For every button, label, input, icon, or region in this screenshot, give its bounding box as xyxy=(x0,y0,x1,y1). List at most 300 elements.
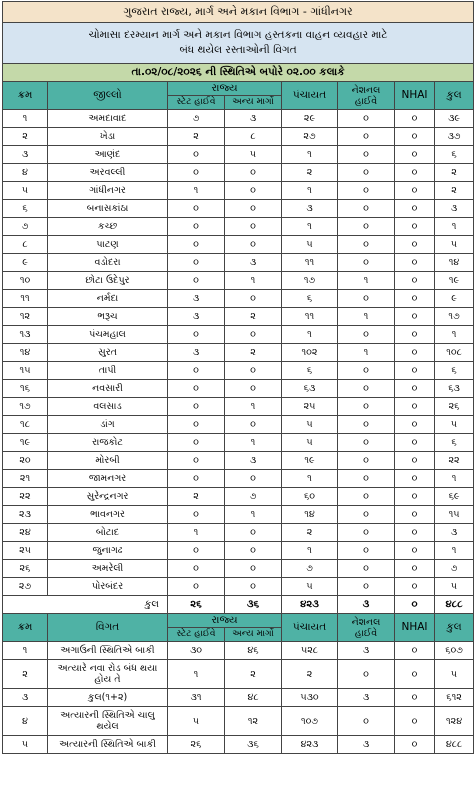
header-national-highway: નેશનલ હાઈવે xyxy=(338,82,395,110)
panchayat-cell: ૬૦ xyxy=(282,488,338,506)
name-cell: અગાઉની સ્થિતિએ બાકી xyxy=(48,642,168,660)
panchayat-cell: ૪૨૩ xyxy=(282,736,338,754)
total-cell: ૧ xyxy=(435,326,474,344)
nhai-cell: ૦ xyxy=(395,110,435,128)
state-highway-cell: ૦ xyxy=(168,236,225,254)
serial-cell: ૪ xyxy=(3,707,48,736)
other-roads-cell: ૩ xyxy=(225,110,282,128)
national-highway-cell: ૦ xyxy=(338,164,395,182)
district-row xyxy=(3,110,474,128)
total-cell: ૬ xyxy=(435,146,474,164)
national-highway-cell: ૦ xyxy=(338,128,395,146)
district-row xyxy=(3,290,474,308)
state-highway-cell: ૩૦ xyxy=(168,642,225,660)
serial-cell: ૧૮ xyxy=(3,416,48,434)
total-cell: ૪૮૮ xyxy=(435,596,474,614)
serial-cell: ૧૪ xyxy=(3,344,48,362)
name-cell: વલસાડ xyxy=(48,398,168,416)
summary-header-serial: ક્રમ xyxy=(3,614,48,642)
total-label: કુલ xyxy=(3,596,168,614)
district-row xyxy=(3,326,474,344)
total-cell: ૧ xyxy=(435,542,474,560)
panchayat-cell: ૨ xyxy=(282,164,338,182)
name-cell: પંચમહાલ xyxy=(48,326,168,344)
national-highway-cell: ૦ xyxy=(338,110,395,128)
district-row xyxy=(3,272,474,290)
state-highway-cell: ૦ xyxy=(168,164,225,182)
national-highway-cell: ૩ xyxy=(338,736,395,754)
panchayat-cell: ૪૨૩ xyxy=(282,596,338,614)
header-district: જીલ્લો xyxy=(48,82,168,110)
serial-cell: ૧ xyxy=(3,642,48,660)
nhai-cell: ૦ xyxy=(395,707,435,736)
panchayat-cell: ૫ xyxy=(282,236,338,254)
total-cell: ૬૦૭ xyxy=(435,642,474,660)
panchayat-cell: ૧ xyxy=(282,146,338,164)
district-row xyxy=(3,542,474,560)
total-cell: ૩ xyxy=(435,200,474,218)
district-row xyxy=(3,200,474,218)
total-row xyxy=(3,596,474,614)
total-cell: ૫ xyxy=(435,660,474,689)
panchayat-cell: ૧૧ xyxy=(282,254,338,272)
road-closure-sheet xyxy=(2,1,473,754)
district-row xyxy=(3,452,474,470)
total-cell: ૫ xyxy=(435,236,474,254)
nhai-cell: ૦ xyxy=(395,290,435,308)
subtitle-row xyxy=(3,23,474,64)
road-closure-table xyxy=(2,1,474,754)
panchayat-cell: ૫ xyxy=(282,578,338,596)
panchayat-cell: ૬ xyxy=(282,362,338,380)
other-roads-cell: ૭ xyxy=(225,488,282,506)
state-highway-cell: ૦ xyxy=(168,380,225,398)
name-cell: અમદાવાદ xyxy=(48,110,168,128)
panchayat-cell: ૧૦૭ xyxy=(282,707,338,736)
state-highway-cell: ૦ xyxy=(168,398,225,416)
other-roads-cell: ૦ xyxy=(225,416,282,434)
summary-row xyxy=(3,660,474,689)
state-highway-cell: ૩ xyxy=(168,344,225,362)
nhai-cell: ૦ xyxy=(395,416,435,434)
total-cell: ૫ xyxy=(435,416,474,434)
panchayat-cell: ૧૯ xyxy=(282,452,338,470)
summary-header-nhai: NHAI xyxy=(395,614,435,642)
serial-cell: ૨૭ xyxy=(3,578,48,596)
district-row xyxy=(3,254,474,272)
district-row xyxy=(3,344,474,362)
panchayat-cell: ૧૪ xyxy=(282,506,338,524)
nhai-cell: ૦ xyxy=(395,524,435,542)
panchayat-cell: ૧૭ xyxy=(282,272,338,290)
summary-header-national-highway: નેશનલ હાઈવે xyxy=(338,614,395,642)
total-cell: ૨ xyxy=(435,164,474,182)
nhai-cell: ૦ xyxy=(395,560,435,578)
national-highway-cell: ૦ xyxy=(338,560,395,578)
nhai-cell: ૦ xyxy=(395,254,435,272)
panchayat-cell: ૧૧ xyxy=(282,308,338,326)
national-highway-cell: ૦ xyxy=(338,707,395,736)
district-row xyxy=(3,236,474,254)
state-highway-cell: ૦ xyxy=(168,506,225,524)
total-cell: ૬ xyxy=(435,434,474,452)
panchayat-cell: ૧ xyxy=(282,470,338,488)
name-cell: વડોદરા xyxy=(48,254,168,272)
state-highway-cell: ૦ xyxy=(168,362,225,380)
serial-cell: ૩ xyxy=(3,146,48,164)
total-cell: ૫ xyxy=(435,578,474,596)
state-highway-cell: ૦ xyxy=(168,200,225,218)
nhai-cell: ૦ xyxy=(395,596,435,614)
total-cell: ૩ xyxy=(435,524,474,542)
other-roads-cell: ૨ xyxy=(225,660,282,689)
other-roads-cell: ૮ xyxy=(225,128,282,146)
other-roads-cell: ૫ xyxy=(225,146,282,164)
state-highway-cell: ૧ xyxy=(168,660,225,689)
nhai-cell: ૦ xyxy=(395,272,435,290)
state-highway-cell: ૩ xyxy=(168,290,225,308)
district-row xyxy=(3,578,474,596)
state-highway-cell: ૨ xyxy=(168,128,225,146)
serial-cell: ૧ xyxy=(3,110,48,128)
other-roads-cell: ૪૮ xyxy=(225,689,282,707)
national-highway-cell: ૦ xyxy=(338,578,395,596)
name-cell: છોટા ઉદેપુર xyxy=(48,272,168,290)
total-cell: ૧૨૪ xyxy=(435,707,474,736)
name-cell: તાપી xyxy=(48,362,168,380)
national-highway-cell: ૧ xyxy=(338,344,395,362)
district-row xyxy=(3,470,474,488)
name-cell: અત્યારની સ્થિતિએ બાકી xyxy=(48,736,168,754)
nhai-cell: ૦ xyxy=(395,128,435,146)
summary-row xyxy=(3,689,474,707)
nhai-cell: ૦ xyxy=(395,362,435,380)
national-highway-cell: ૦ xyxy=(338,326,395,344)
name-cell: કચ્છ xyxy=(48,218,168,236)
name-cell: સુરેન્દ્રનગર xyxy=(48,488,168,506)
panchayat-cell: ૨ xyxy=(282,524,338,542)
panchayat-cell: ૩ xyxy=(282,200,338,218)
serial-cell: ૨૬ xyxy=(3,560,48,578)
nhai-cell: ૦ xyxy=(395,164,435,182)
state-highway-cell: ૦ xyxy=(168,254,225,272)
total-cell: ૨૨ xyxy=(435,452,474,470)
other-roads-cell: ૧૨ xyxy=(225,707,282,736)
panchayat-cell: ૫૩૦ xyxy=(282,689,338,707)
other-roads-cell: ૧ xyxy=(225,434,282,452)
state-highway-cell: ૦ xyxy=(168,578,225,596)
state-highway-cell: ૦ xyxy=(168,218,225,236)
nhai-cell: ૦ xyxy=(395,642,435,660)
national-highway-cell: ૦ xyxy=(338,470,395,488)
name-cell: બોટાદ xyxy=(48,524,168,542)
nhai-cell: ૦ xyxy=(395,326,435,344)
district-row xyxy=(3,488,474,506)
nhai-cell: ૦ xyxy=(395,200,435,218)
national-highway-cell: ૦ xyxy=(338,236,395,254)
name-cell: ભાવનગર xyxy=(48,506,168,524)
name-cell: મોરબી xyxy=(48,452,168,470)
name-cell: નર્મદા xyxy=(48,290,168,308)
total-cell: ૧૦૮ xyxy=(435,344,474,362)
subtitle-line-2: બંધ થયેલ રસ્તાઓની વિગત xyxy=(179,44,297,56)
state-highway-cell: ૦ xyxy=(168,326,225,344)
nhai-cell: ૦ xyxy=(395,578,435,596)
other-roads-cell: ૦ xyxy=(225,326,282,344)
other-roads-cell: ૨ xyxy=(225,308,282,326)
other-roads-cell: ૦ xyxy=(225,164,282,182)
panchayat-cell: ૬૩ xyxy=(282,380,338,398)
panchayat-cell: ૧૦૨ xyxy=(282,344,338,362)
other-roads-cell: ૦ xyxy=(225,560,282,578)
national-highway-cell: ૦ xyxy=(338,488,395,506)
national-highway-cell: ૦ xyxy=(338,290,395,308)
state-highway-cell: ૧ xyxy=(168,524,225,542)
panchayat-cell: ૧ xyxy=(282,326,338,344)
nhai-cell: ૦ xyxy=(395,380,435,398)
name-cell: અત્યારની સ્થિતિએ ચાલુ થયેલ xyxy=(48,707,168,736)
other-roads-cell: ૦ xyxy=(225,578,282,596)
state-highway-cell: ૦ xyxy=(168,452,225,470)
national-highway-cell: ૦ xyxy=(338,524,395,542)
panchayat-cell: ૨૯ xyxy=(282,110,338,128)
header-serial: ક્રમ xyxy=(3,82,48,110)
other-roads-cell: ૩૬ xyxy=(225,596,282,614)
nhai-cell: ૦ xyxy=(395,542,435,560)
summary-header-detail: વિગત xyxy=(48,614,168,642)
name-cell: જુનાગઢ xyxy=(48,542,168,560)
nhai-cell: ૦ xyxy=(395,182,435,200)
header-state: રાજ્ય xyxy=(168,82,282,96)
national-highway-cell: ૦ xyxy=(338,254,395,272)
panchayat-cell: ૫ xyxy=(282,416,338,434)
page-subtitle xyxy=(3,23,474,64)
serial-cell: ૧૯ xyxy=(3,434,48,452)
nhai-cell: ૦ xyxy=(395,506,435,524)
panchayat-cell: ૧ xyxy=(282,182,338,200)
nhai-cell: ૦ xyxy=(395,470,435,488)
other-roads-cell: ૦ xyxy=(225,542,282,560)
other-roads-cell: ૩ xyxy=(225,452,282,470)
name-cell: નવસારી xyxy=(48,380,168,398)
total-cell: ૧૯ xyxy=(435,272,474,290)
national-highway-cell: ૦ xyxy=(338,416,395,434)
status-date: તા.૦૨/૦૮/૨૦૨૬ ની સ્થિતિએ બપોરે ૦૨.૦૦ કલાકે xyxy=(3,64,474,82)
name-cell: અત્યારે નવા રોડ બંધ થયા હોય તે xyxy=(48,660,168,689)
summary-row xyxy=(3,707,474,736)
serial-cell: ૨૫ xyxy=(3,542,48,560)
serial-cell: ૧૫ xyxy=(3,362,48,380)
district-row xyxy=(3,416,474,434)
state-highway-cell: ૦ xyxy=(168,146,225,164)
serial-cell: ૬ xyxy=(3,200,48,218)
other-roads-cell: ૦ xyxy=(225,218,282,236)
national-highway-cell: ૩ xyxy=(338,596,395,614)
district-row xyxy=(3,362,474,380)
other-roads-cell: ૦ xyxy=(225,362,282,380)
national-highway-cell: ૦ xyxy=(338,182,395,200)
state-highway-cell: ૦ xyxy=(168,560,225,578)
district-row xyxy=(3,524,474,542)
national-highway-cell: ૩ xyxy=(338,642,395,660)
other-roads-cell: ૨ xyxy=(225,344,282,362)
district-row xyxy=(3,128,474,146)
state-highway-cell: ૩૧ xyxy=(168,689,225,707)
district-row xyxy=(3,182,474,200)
panchayat-cell: ૫ xyxy=(282,434,338,452)
district-row xyxy=(3,506,474,524)
nhai-cell: ૦ xyxy=(395,146,435,164)
state-highway-cell: ૨૬ xyxy=(168,736,225,754)
panchayat-cell: ૨૫ xyxy=(282,398,338,416)
other-roads-cell: ૦ xyxy=(225,290,282,308)
serial-cell: ૨૦ xyxy=(3,452,48,470)
state-highway-cell: ૦ xyxy=(168,542,225,560)
other-roads-cell: ૦ xyxy=(225,380,282,398)
total-cell: ૨ xyxy=(435,182,474,200)
national-highway-cell: ૦ xyxy=(338,146,395,164)
header-total: કુલ xyxy=(435,82,474,110)
other-roads-cell: ૩૬ xyxy=(225,736,282,754)
page-title: ગુજરાત રાજ્ય, માર્ગ અને મકાન વિભાગ - ગાંધીનગર xyxy=(3,2,474,23)
summary-header-state-highway: સ્ટેટ હાઈવે xyxy=(168,628,225,642)
state-highway-cell: ૦ xyxy=(168,434,225,452)
header-other-roads: અન્ય માર્ગો xyxy=(225,96,282,110)
state-highway-cell: ૧ xyxy=(168,182,225,200)
state-highway-cell: ૫ xyxy=(168,707,225,736)
name-cell: અરવલ્લી xyxy=(48,164,168,182)
total-cell: ૬૧૨ xyxy=(435,689,474,707)
state-highway-cell: ૨૬ xyxy=(168,596,225,614)
summary-row xyxy=(3,642,474,660)
name-cell: આણંદ xyxy=(48,146,168,164)
total-cell: ૨૬ xyxy=(435,398,474,416)
national-highway-cell: ૦ xyxy=(338,218,395,236)
state-highway-cell: ૦ xyxy=(168,470,225,488)
serial-cell: ૫ xyxy=(3,736,48,754)
panchayat-cell: ૨૭ xyxy=(282,128,338,146)
summary-header-row-1 xyxy=(3,614,474,628)
other-roads-cell: ૧ xyxy=(225,398,282,416)
national-highway-cell: ૧ xyxy=(338,308,395,326)
serial-cell: ૯ xyxy=(3,254,48,272)
total-cell: ૯ xyxy=(435,290,474,308)
total-cell: ૬૯ xyxy=(435,488,474,506)
other-roads-cell: ૦ xyxy=(225,524,282,542)
subtitle-line-1: ચોમાસા દરમ્યાન માર્ગ અને મકાન વિભાગ હસ્તકના વાહન વ્યવહાર માટે xyxy=(88,29,388,41)
national-highway-cell: ૦ xyxy=(338,452,395,470)
nhai-cell: ૦ xyxy=(395,488,435,506)
other-roads-cell: ૦ xyxy=(225,200,282,218)
serial-cell: ૧૭ xyxy=(3,398,48,416)
name-cell: ડાંગ xyxy=(48,416,168,434)
other-roads-cell: ૦ xyxy=(225,182,282,200)
nhai-cell: ૦ xyxy=(395,344,435,362)
state-highway-cell: ૩ xyxy=(168,308,225,326)
district-row xyxy=(3,560,474,578)
district-row xyxy=(3,434,474,452)
name-cell: ગાંધીનગર xyxy=(48,182,168,200)
total-cell: ૧૫ xyxy=(435,506,474,524)
name-cell: અમરેલી xyxy=(48,560,168,578)
serial-cell: ૪ xyxy=(3,164,48,182)
summary-header-state: રાજ્ય xyxy=(168,614,282,628)
state-highway-cell: ૦ xyxy=(168,416,225,434)
panchayat-cell: ૫૨૮ xyxy=(282,642,338,660)
header-state-highway: સ્ટેટ હાઈવે xyxy=(168,96,225,110)
serial-cell: ૮ xyxy=(3,236,48,254)
serial-cell: ૨ xyxy=(3,128,48,146)
serial-cell: ૫ xyxy=(3,182,48,200)
total-cell: ૬૩ xyxy=(435,380,474,398)
other-roads-cell: ૩ xyxy=(225,254,282,272)
district-row xyxy=(3,164,474,182)
nhai-cell: ૦ xyxy=(395,398,435,416)
panchayat-cell: ૨ xyxy=(282,660,338,689)
name-cell: કુલ(૧+૨) xyxy=(48,689,168,707)
national-highway-cell: ૦ xyxy=(338,200,395,218)
nhai-cell: ૦ xyxy=(395,452,435,470)
total-cell: ૬ xyxy=(435,362,474,380)
name-cell: ખેડા xyxy=(48,128,168,146)
name-cell: પોરબંદર xyxy=(48,578,168,596)
national-highway-cell: ૦ xyxy=(338,542,395,560)
other-roads-cell: ૪૬ xyxy=(225,642,282,660)
nhai-cell: ૦ xyxy=(395,660,435,689)
other-roads-cell: ૧ xyxy=(225,272,282,290)
nhai-cell: ૦ xyxy=(395,236,435,254)
state-highway-cell: ૨ xyxy=(168,488,225,506)
nhai-cell: ૦ xyxy=(395,218,435,236)
name-cell: ભરૂચ xyxy=(48,308,168,326)
serial-cell: ૧૦ xyxy=(3,272,48,290)
national-highway-cell: ૦ xyxy=(338,660,395,689)
title-row xyxy=(3,2,474,23)
national-highway-cell: ૦ xyxy=(338,398,395,416)
header-row-1 xyxy=(3,82,474,96)
national-highway-cell: ૩ xyxy=(338,689,395,707)
serial-cell: ૨ xyxy=(3,660,48,689)
serial-cell: ૧૧ xyxy=(3,290,48,308)
summary-row xyxy=(3,736,474,754)
name-cell: પાટણ xyxy=(48,236,168,254)
serial-cell: ૨૧ xyxy=(3,470,48,488)
serial-cell: ૩ xyxy=(3,689,48,707)
state-highway-cell: ૭ xyxy=(168,110,225,128)
header-nhai: NHAI xyxy=(395,82,435,110)
serial-cell: ૧૬ xyxy=(3,380,48,398)
serial-cell: ૨૩ xyxy=(3,506,48,524)
total-cell: ૭ xyxy=(435,560,474,578)
district-row xyxy=(3,308,474,326)
national-highway-cell: ૦ xyxy=(338,506,395,524)
total-cell: ૧ xyxy=(435,470,474,488)
total-cell: ૧૪ xyxy=(435,254,474,272)
serial-cell: ૧૩ xyxy=(3,326,48,344)
district-row xyxy=(3,398,474,416)
other-roads-cell: ૧ xyxy=(225,506,282,524)
summary-header-other-roads: અન્ય માર્ગો xyxy=(225,628,282,642)
date-row xyxy=(3,64,474,82)
serial-cell: ૨૪ xyxy=(3,524,48,542)
other-roads-cell: ૦ xyxy=(225,236,282,254)
other-roads-cell: ૦ xyxy=(225,470,282,488)
nhai-cell: ૦ xyxy=(395,308,435,326)
district-row xyxy=(3,218,474,236)
summary-header-panchayat: પંચાયત xyxy=(282,614,338,642)
name-cell: સુરત xyxy=(48,344,168,362)
national-highway-cell: ૦ xyxy=(338,380,395,398)
